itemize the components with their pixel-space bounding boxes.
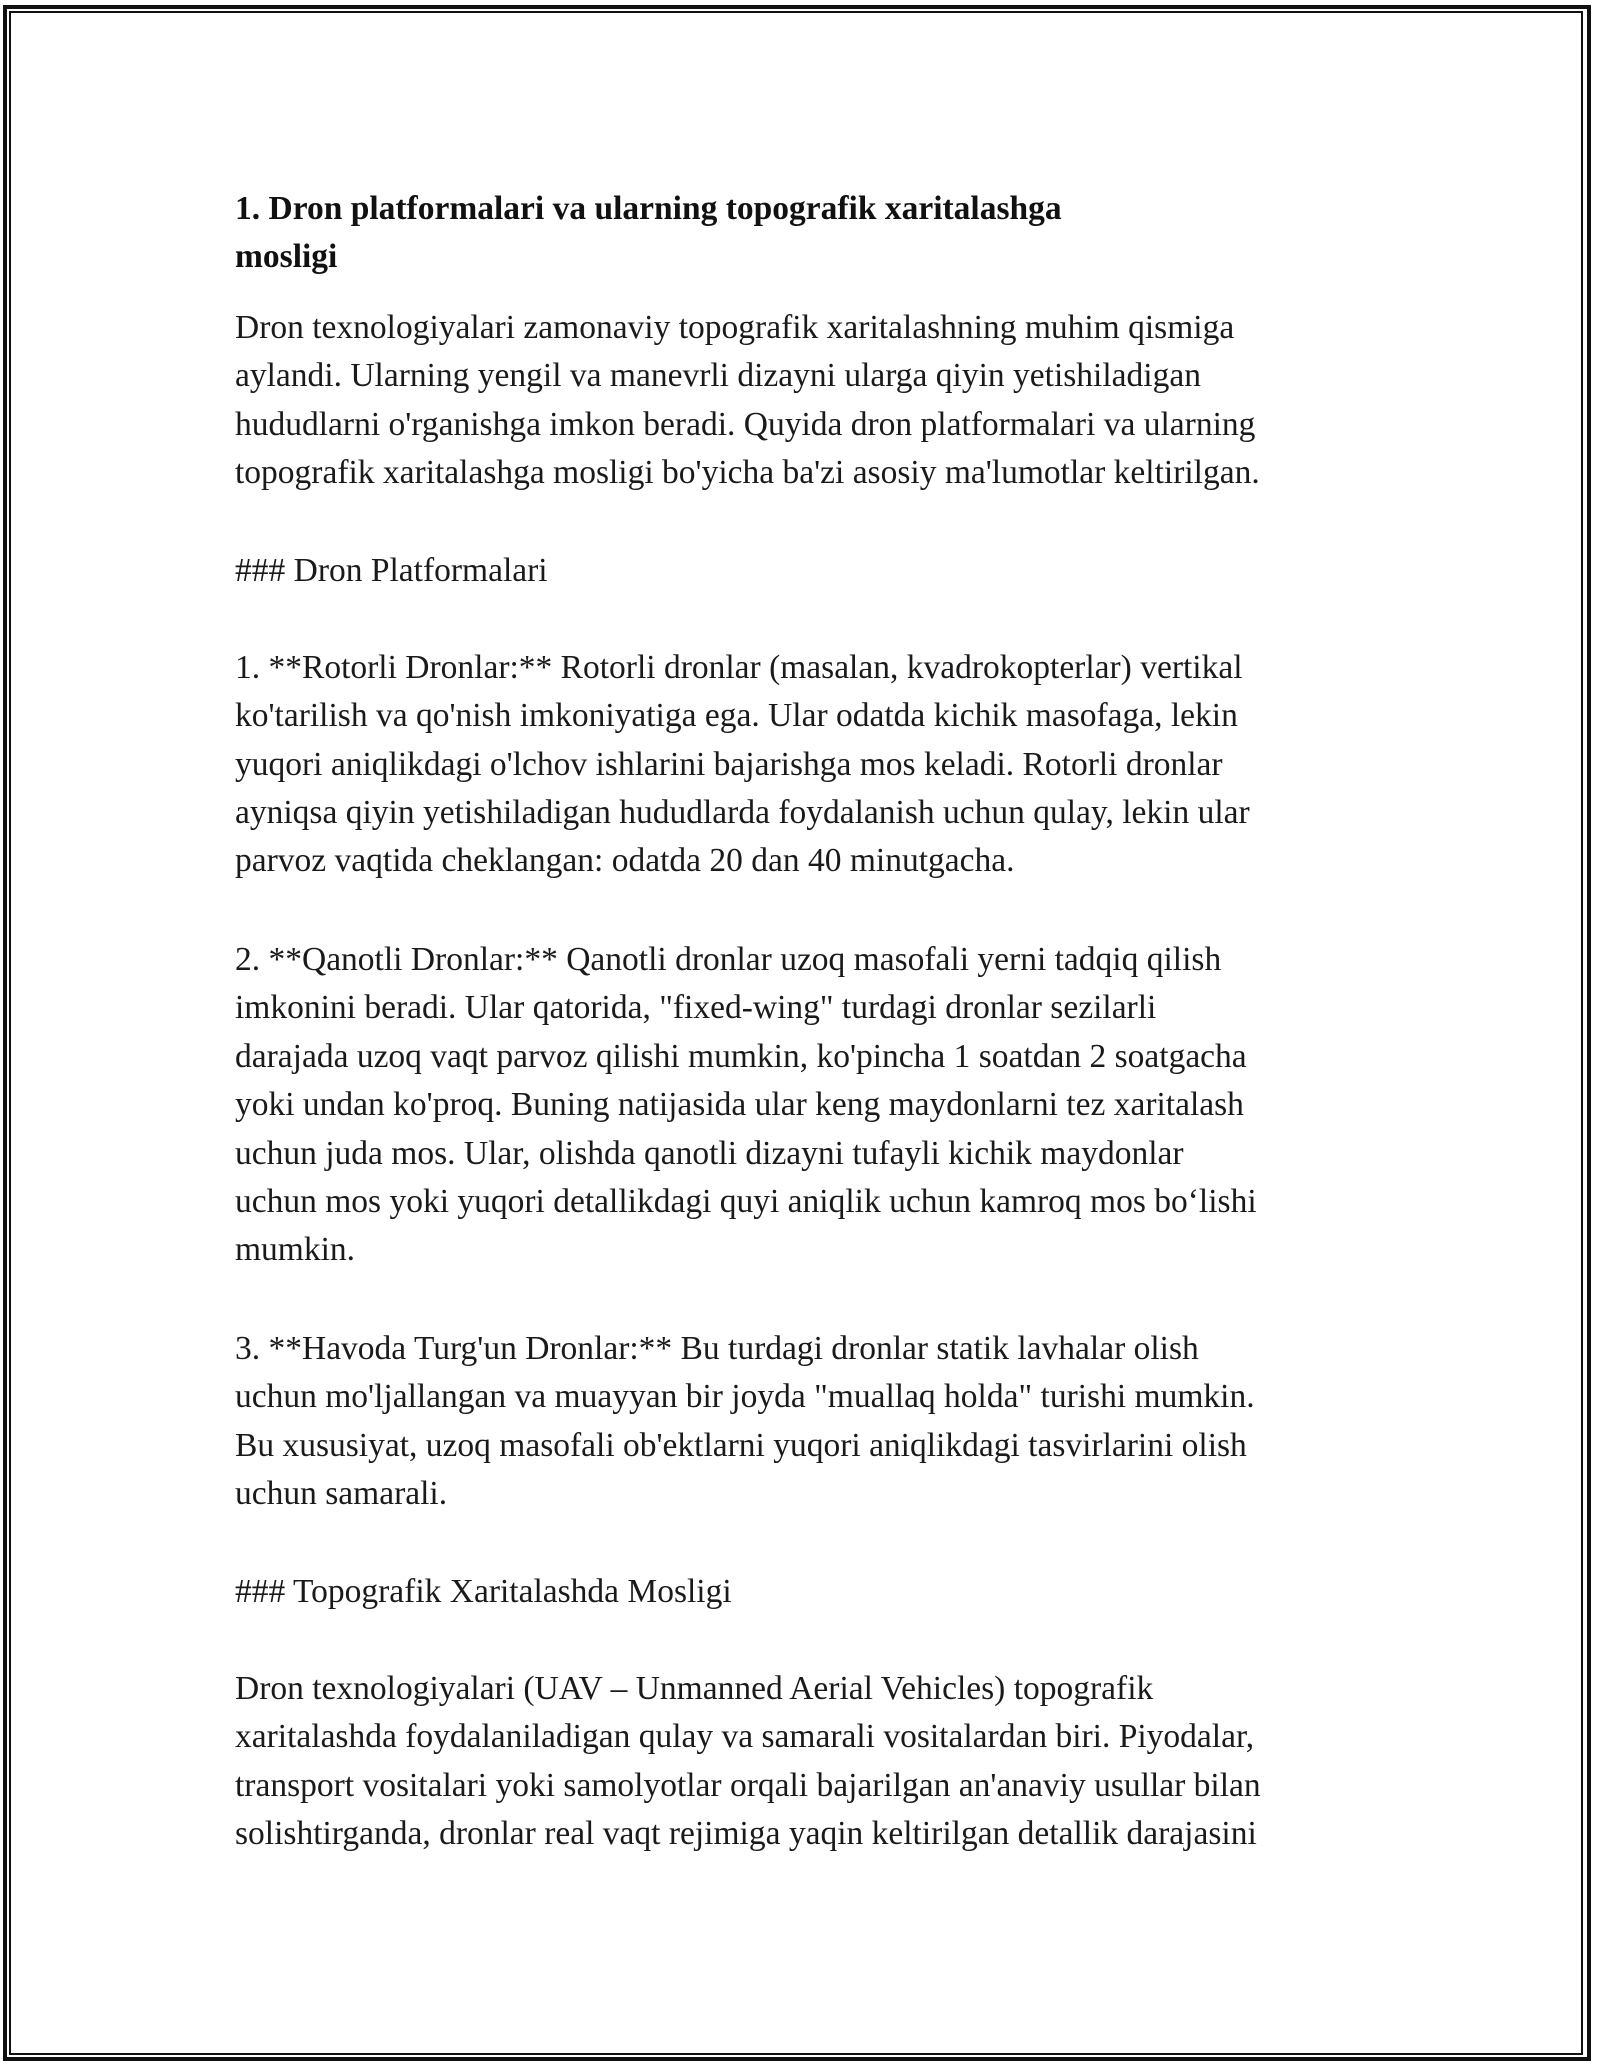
list-item-qanotli-dronlar: 2. **Qanotli Dronlar:** Qanotli dronlar uzoq masofali yerni tadqiq qilish imkonini beradi. Ular qatorida, "fixed-wing" turdagi dronlar sezilarli darajada uzoq vaqt parvoz qilishi mumkin, ko'pincha 1 soatdan 2 soatgacha yoki undan ko'proq. Buning natijasida ular keng maydonlarni tez xaritalash uchun juda mos. Ular, olishda qanotli dizayni tufayli kichik maydonlar uchun mos yoki yuqori detallikdagi quyi aniqlik uchun kamroq mos bo‘lishi mumkin.	[235, 940, 1257, 1269]
section-title-dron-platformalari: ### Dron Platformalari	[235, 552, 548, 590]
document-body	[235, 185, 1365, 1908]
section-title-topografik-xaritalashda: ### Topografik Xaritalashda Mosligi	[235, 1573, 732, 1611]
list-item-havoda-turgun-dronlar: 3. **Havoda Turg'un Dronlar:** Bu turdagi dronlar statik lavhalar olish uchun mo'ljallangan va muayyan bir joyda "muallaq holda" turishi mumkin. Bu xususiyat, uzoq masofali ob'ektlarni yuqori aniqlikdagi tasvirlarini olish uchun samarali.	[235, 1329, 1255, 1512]
intro-paragraph: Dron texnologiyalari zamonaviy topografik xaritalashning muhim qismiga aylandi. Ularning yengil va manevrli dizayni ularga qiyin yetishiladigan hududlarni o'rganishga imkon beradi. Quyida dron platformalari va ularning topografik xaritalashga mosligi bo'yicha ba'zi asosiy ma'lumotlar keltirilgan.	[235, 308, 1260, 492]
document-heading: 1. Dron platformalari va ularning topografik xaritalashga mosligi	[235, 190, 1062, 276]
closing-paragraph: Dron texnologiyalari (UAV – Unmanned Aerial Vehicles) topografik xaritalashda foydalaniladigan qulay va samarali vositalardan biri. Piyodalar, transport vositalari yoki samolyotlar orqali bajarilgan an'anaviy usullar bilan solishtirganda, dronlar real vaqt rejimiga yaqin keltirilgan detallik darajasini	[235, 1669, 1261, 1852]
list-item-rotorli-dronlar: 1. **Rotorli Dronlar:** Rotorli dronlar (masalan, kvadrokopterlar) vertikal ko'tarilish va qo'nish imkoniyatiga ega. Ular odatda kichik masofaga, lekin yuqori aniqlikdagi o'lchov ishlarini bajarishga mos keladi. Rotorli dronlar ayniqsa qiyin yetishiladigan hududlarda foydalanish uchun qulay, lekin ular parvoz vaqtida cheklangan: odatda 20 dan 40 minutgacha.	[235, 648, 1250, 880]
